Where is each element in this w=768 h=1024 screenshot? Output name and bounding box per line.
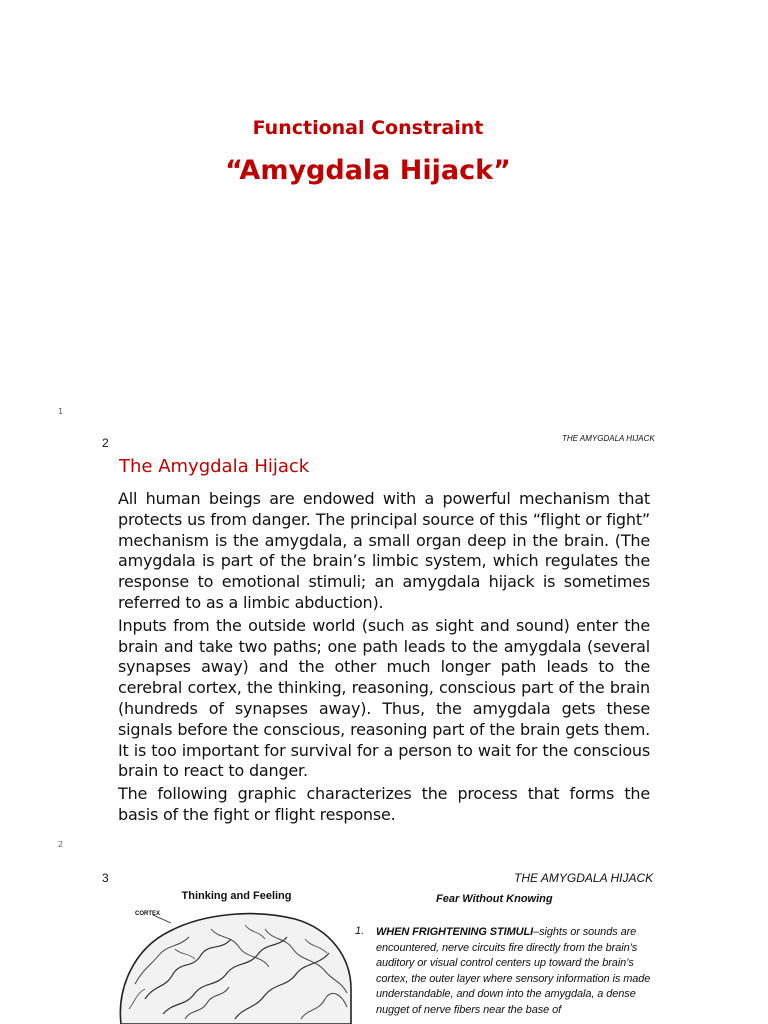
- figure-label-cortex: CORTEX: [135, 911, 161, 917]
- slide3-number: 3: [102, 871, 109, 885]
- section-title: Fear Without Knowing: [436, 893, 553, 905]
- slide2-body: [118, 489, 650, 828]
- slide1-title: Functional Constraint: [252, 117, 484, 139]
- slide2-heading: The Amygdala Hijack: [119, 456, 310, 477]
- list-item: [376, 925, 666, 1019]
- figure-title: Thinking and Feeling: [181, 890, 292, 902]
- paragraph: Inputs from the outside world (such as sight and sound) enter the brain and take two paths; one path leads to the amygdala (several synapses away) and the other much longer path leads to the cerebral cortex, the thinking, reasoning, conscious part of the brain (hundreds of synapses away). Thus, the amygdala gets these signals before the conscious, reasoning part of the brain gets them. It is too important for survival for a person to wait for the conscious brain to react to danger.: [118, 615, 650, 781]
- page-number-2: 2: [58, 840, 64, 849]
- brain-illustration: [115, 889, 358, 1024]
- list-item-lead: WHEN FRIGHTENING STIMULI: [376, 926, 534, 938]
- slide2-number: 2: [102, 436, 109, 450]
- brain-figure: [115, 889, 358, 1024]
- slide3-running-header: THE AMYGDALA HIJACK: [514, 871, 654, 885]
- slide1-subtitle: “Amygdala Hijack”: [225, 155, 511, 186]
- list-item-text: –sights or sounds are encountered, nerve circuits fire directly from the brain’s auditory or visual control centers up toward the brain’s cortex, the outer layer where sensory information is made understandable, and down into the amygdala, a dense nugget of nerve fibers near the base of: [376, 926, 651, 1016]
- list-marker: 1.: [355, 925, 365, 937]
- paragraph: The following graphic characterizes the process that forms the basis of the fight or flight response.: [118, 784, 650, 824]
- page-number-1: 1: [58, 407, 64, 416]
- paragraph: All human beings are endowed with a powerful mechanism that protects us from danger. The principal source of this “flight or fight” mechanism is the amygdala, a small organ deep in the brain. (The amygdala is part of the brain’s limbic system, which regulates the response to emotional stimuli; an amygdala hijack is sometimes referred to as a limbic abduction).: [118, 489, 650, 612]
- slide2-running-header: THE AMYGDALA HIJACK: [562, 434, 655, 443]
